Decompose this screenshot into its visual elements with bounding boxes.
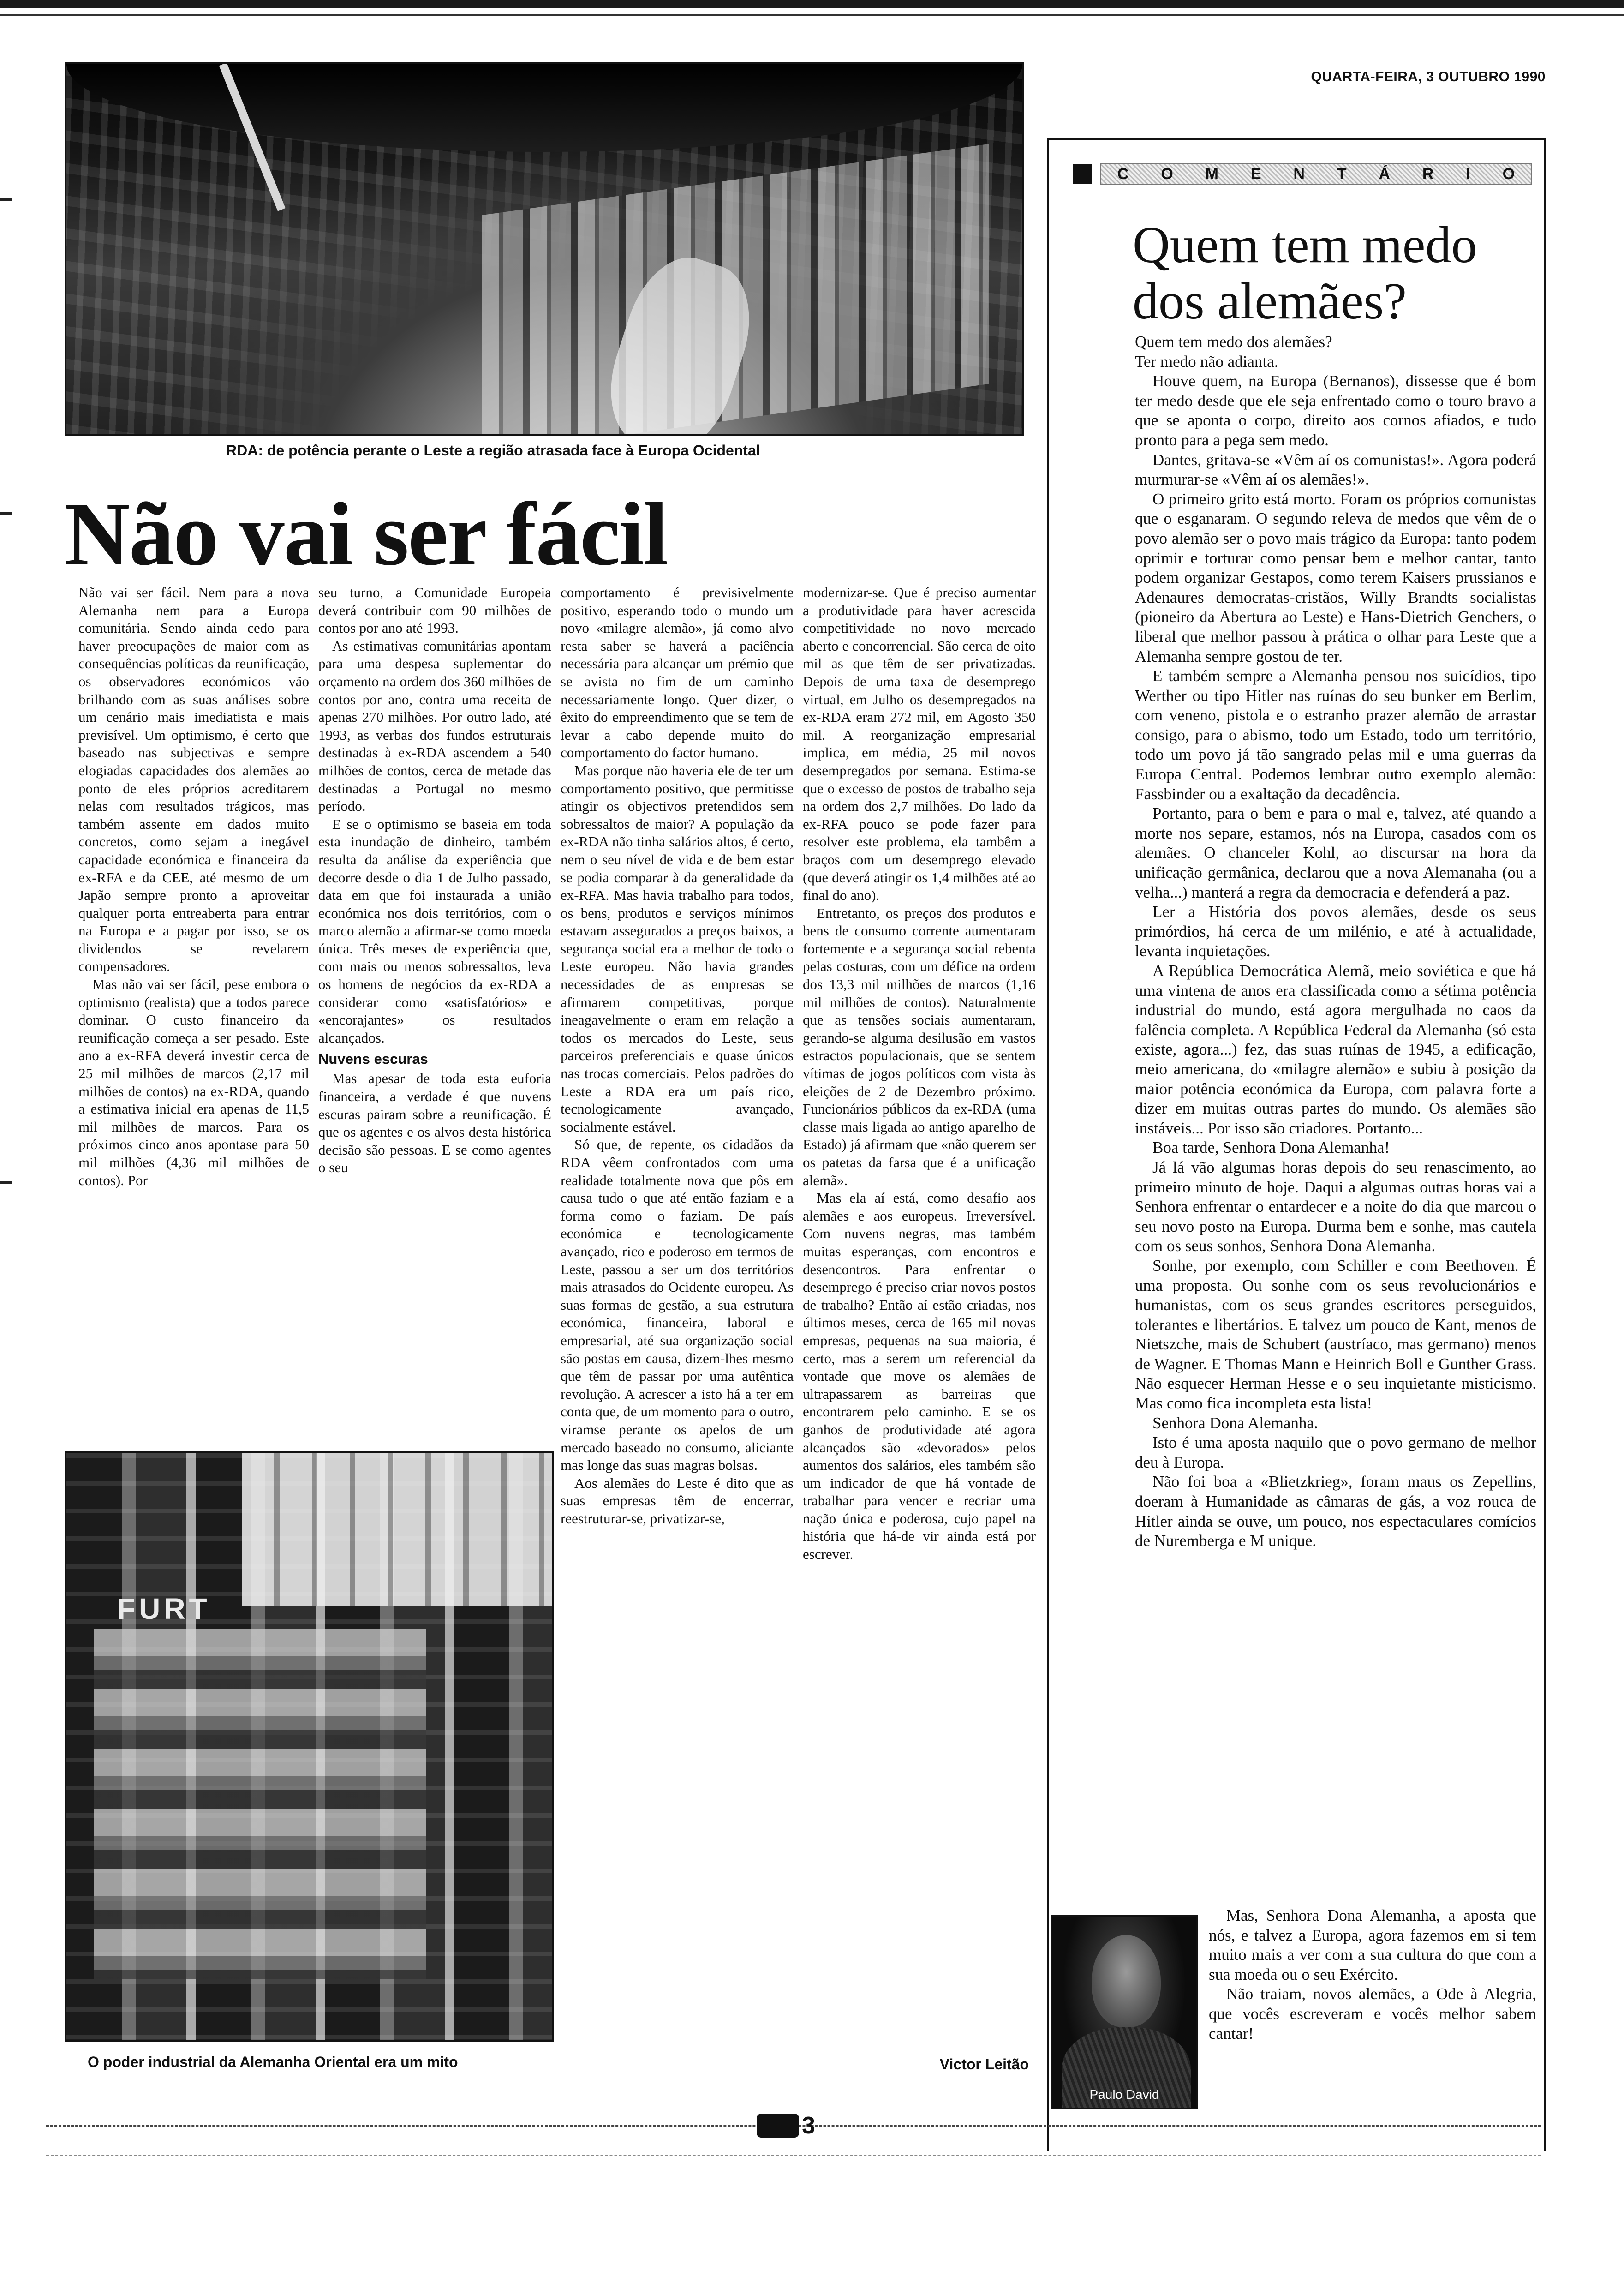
article-paragraph: Mas porque não haveria ele de ter um comportamento positivo, que permitisse atingir os objectivos pretendidos sem sobressaltos de maior? A população da ex-RDA não tinha salários altos, é certo, nem o seu nível de vida e de bem estar se podia comparar à da generalidade da ex-RFA. Mas havia trabalho para todos, os bens, produtos e serviços mínimos estavam assegurados a preços baixos, a segurança social era a melhor de todo o Leste europeu. Não havia grandes necessidades de as empresas se afirmarem competitivas, porque ineagavelmente o eram em relação a todos os mercados do Leste, seus parceiros preferenciais e quase únicos nas trocas comerciais. Pelos padrões do Leste a RDA era um país rico, tecnologicamente avançado, socialmente estável.: [561, 762, 794, 1135]
margin-mark: [0, 512, 12, 515]
article-column-3: [561, 584, 794, 1528]
kicker-band: [1100, 163, 1532, 185]
kicker-letter: N: [1293, 165, 1305, 183]
factory-sign: FURT: [117, 1592, 211, 1625]
kicker-letter: R: [1422, 165, 1434, 183]
kicker-letter: C: [1117, 165, 1129, 183]
commentary-paragraph: Já lá vão algumas horas depois do seu renascimento, ao primeiro minuto de hoje. Daqui a algumas outras horas vai a Senhora enfrentar o entardecer e a noite do dia que marcou o seu novo posto na Europa. Durma bem e sonhe, mas cautela com os seus sonhos, Senhora Dona Alemanha.: [1135, 1158, 1536, 1255]
commentary-title: Quem tem medo dos alemães?: [1133, 216, 1477, 330]
kicker-letter: O: [1161, 165, 1173, 183]
article-paragraph: Entretanto, os preços dos produtos e bens de consumo corrente aumentaram fortemente e a segurança social rebenta pelas costuras, com um défice na ordem dos 13,3 mil milhões de marcos (1,16 mil milhões de contos). Naturalmente que as tensões sociais aumentaram, gerando-se alguma desilusão em vastos estractos populacionais, que se sentem vítimas de jogos políticos com vista às eleições de 2 de Dezembro próximo. Funcionários públicos da ex-RDA (uma classe mais ligada ao antigo aparelho de Estado) já afirmam que «não querem ser os patetas da farsa que é a unificação alemã».: [803, 905, 1036, 1188]
commentary-paragraph: Boa tarde, Senhora Dona Alemanha!: [1152, 1139, 1390, 1157]
kicker-letter: T: [1337, 165, 1347, 183]
article-paragraph: Mas ela aí está, como desafio aos alemães e aos europeus. Irreversível. Com nuvens negras, mas também muitas esperanças, com encontros e desencontros. Para enfrentar o desemprego é preciso criar novos postos de trabalho? Então aí estão criadas, nos últimos meses, cerca de 165 mil novas empresas, pequenas na sua maioria, é certo, mas a serem um referencial da vontade que move os alemães de ultrapassarem as barreiras que encontrarem pelo caminho. E se os ganhos de produtividade até agora alcançados são «devorados» pelos aumentos dos salários, eles também são um indicador de que há vontade de trabalhar para vencer e recriar uma nação única e poderosa, cujo papel na história que há-de vir ainda está por escrever.: [803, 1190, 1036, 1563]
commentary-paragraph: Dantes, gritava-se «Vêm aí os comunistas!». Agora poderá murmurar-se «Vêm aí os alemães!».: [1135, 450, 1536, 489]
commentary-paragraph: Sonhe, por exemplo, com Schiller e com Beethoven. É uma proposta. Ou sonhe com os seus revolucionários e humanistas, com os seus grandes escritores perseguidos, tolerantes e libertários. E talvez um pouco de Kant, menos de Nietszche, mais de Schubert (austríaco, mas germano) menos de Wagner. E Thomas Mann e Heinrich Boll e Gunther Grass. Não esquecer Herman Hesse e o seu inquietante misticismo. Mas como fica incompleta esta lista!: [1135, 1256, 1536, 1413]
footer-rule-thin: [46, 2155, 1541, 2156]
factory-window: [242, 1453, 554, 1606]
article-paragraph: Aos alemães do Leste é dito que as suas empresas têm de encerrar, reestruturar-se, privatizar-se,: [561, 1474, 794, 1527]
top-rule-thin: [0, 14, 1624, 16]
photo-caption: O poder industrial da Alemanha Oriental era um mito: [88, 2054, 458, 2070]
commentary-paragraph: A República Democrática Alemã, meio soviética e que há uma vintena de anos era classificada como a sétima potência industrial do mundo, está agora mergulhada no caos da falência completa. A República Federal da Alemanha (só esta existe, agora...) fez, das suas ruínas de 1945, a edificação, meio americana, do «milagre alemão» e subiu à posição da maior potência económica da Europa, com palavra forte a dizer em muitas outras partes do mundo. Os alemães são instáveis... Por isso são criadores. Portanto...: [1135, 962, 1536, 1137]
commentary-paragraph: Senhora Dona Alemanha.: [1152, 1414, 1318, 1432]
portrait-name: Paulo David: [1089, 2087, 1159, 2102]
article-paragraph: As estimativas comunitárias apontam para uma despesa suplementar do orçamento na ordem dos 360 milhões de contos por ano, contra uma receita de apenas 270 milhões. Por outro lado, até 1993, as verbas dos fundos estruturais destinadas à ex-RDA ascendem a 540 milhões de contos, cerca de metade das destinadas a Portugal no mesmo período.: [318, 637, 551, 815]
commentary-kicker: [1073, 162, 1532, 186]
kicker-letter: M: [1205, 165, 1218, 183]
article-paragraph: comportamento é previsivelmente positivo, esperando todo o mundo um novo «milagre alemão», já como alvo resta saber se haverá a paciência necessária para alcançar um prémio que se avista no fim de um caminho necessariamente longo. Quer dizer, o êxito do empreendimento que se tem de levar a cabo depende muito do comportamento do factor humano.: [561, 584, 794, 761]
photo-sky: [66, 64, 1022, 152]
page-logo-block: [757, 2114, 799, 2138]
commentary-paragraph: O primeiro grito está morto. Foram os próprios comunistas que o esganaram. O segundo releva de medos que vêm de o povo alemão ser o povo mais trágico da Europa: tanto podem oprimir e torturar como pensar bem e melhor cantar, tanto podem organizar Gestapos, como terem Kaisers prussianos e Adenaures democratas-cristãos, Willy Brandts socialistas (pioneiro da Abertura ao Leste) e Hans-Dietrich Genchers, o liberal que melhor passou à prática o olhar para Leste que a Alemanha sempre gostou de ter.: [1135, 490, 1536, 665]
commentary-paragraph: Mas, Senhora Dona Alemanha, a aposta que nós, e talvez a Europa, agora fazemos em si tem muito mais a ver com a sua cultura do que com a sua moeda ou o seu Exército.: [1209, 1906, 1536, 1983]
commentary-paragraph: Houve quem, na Europa (Bernanos), dissesse que é bom ter medo desde que ele seja enfrentado como o touro bravo a que se aponta o corpo, direito aos cornos afiados, e tudo pronto para a pega sem medo.: [1135, 372, 1536, 449]
author-portrait: [1051, 1915, 1198, 2109]
commentary-paragraph: Ler a História dos povos alemães, desde os seus primórdios, há cerca de um milénio, e até à actualidade, levanta inquietações.: [1135, 903, 1536, 960]
kicker-letter: O: [1502, 165, 1515, 183]
article-paragraph: Não vai ser fácil. Nem para a nova Alemanha nem para a Europa comunitária. Sendo ainda cedo para haver preocupações de maior com as consequências políticas da reunificação, os observadores económicos vão brilhando com as suas análises sobre um cenário mais imediatista e mais previsível. Um optimismo, é certo que baseado nas subjectivas e sempre elogiadas capacidades dos alemães ao ponto de eles próprios acreditarem nelas com resultados trágicos, mas também assente em dados muito concretos, como sejam a inegável capacidade económica e financeira da ex-RFA e da CEE, até mesmo de um Japão sempre pronto a aproveitar qualquer porta entreaberta para entrar na Europa e a pagar por isso, se os dividendos se revelarem compensadores.: [78, 584, 309, 975]
article-paragraph: seu turno, a Comunidade Europeia deverá contribuir com 90 milhões de contos por ano até 1993.: [318, 584, 551, 636]
article-column-1: [78, 584, 309, 1189]
commentary-paragraph: Isto é uma aposta naquilo que o povo germano de melhor deu à Europa.: [1135, 1433, 1536, 1471]
article-subheading: Nuvens escuras: [318, 1051, 428, 1067]
commentary-paragraph: Portanto, para o bem e para o mal e, talvez, até quando a morte nos separe, estamos, nós na Europa, casados com os alemães. O chanceler Kohl, ao discursar na hora da unificação germânica, declarou que a nova Alemanaha (ou a velha...) manterá a regra da democracia e defenderá a paz.: [1135, 804, 1536, 901]
commentary-text-end: [1209, 1906, 1536, 2043]
article-paragraph: Mas não vai ser fácil, pese embora o optimismo (realista) que a todos parece dominar. O custo financeiro da reunificação começa a ser pesado. Este ano a ex-RFA deverá investir cerca de 25 mil milhões de marcos (2,17 mil milhões de contos) na ex-RDA, quando a estimativa inicial era apenas de 11,5 mil milhões de marcos. Para os próximos cinco anos apontase para 50 mil milhões (4,36 mil milhões de contos). Por: [78, 976, 309, 1188]
margin-mark: [0, 1181, 12, 1184]
author-byline: Victor Leitão: [939, 2056, 1029, 2073]
page-number-text: 3: [802, 2112, 815, 2139]
article-paragraph: E se o optimismo se baseia em toda esta inundação de dinheiro, também resulta da análise da experiência que decorre desde o dia 1 de Julho passado, data em que foi instaurada a união económica nos dois territórios, com o marco alemão a afirmar-se como moeda única. Três meses de experiência que, com mais ou menos sobressaltos, leva os homens de negócios da ex-RDA a considerar como «satisfatórios» e «encorajantes» os resultados alcançados.: [318, 815, 551, 1046]
article-paragraph: Mas apesar de toda esta euforia financeira, a verdade é que nuvens escuras pairam sobre a reunificação. É que os agentes e os alvos desta histórica decisão são pessoas. E se como agentes o seu: [318, 1070, 551, 1176]
factory-photo: [65, 1451, 554, 2042]
kicker-square-icon: [1073, 164, 1092, 184]
photo-caption: RDA: de potência perante o Leste a região atrasada face à Europa Ocidental: [226, 442, 760, 459]
article-paragraph: Só que, de repente, os cidadãos da RDA vêem confrontados com uma realidade totalmente nova que pôs em causa tudo o que até então faziam e a forma como o faziam. De país económica e tecnologicamente avançado, rico e poderoso em termos de Leste, passou a ser um dos territórios mais atrasados do Ocidente europeu. As suas formas de gestão, a sua estrutura económica, financeira, laboral e empresarial, até sua organização social são postas em causa, dizem-lhes mesmo que têm de passar por uma autêntica revolução. A acrescer a isto há a ter em conta que, de um momento para o outro, viramse perante os apelos de um mercado baseado no consumo, aliciante mas longe das suas magras bolsas.: [561, 1136, 794, 1474]
commentary-paragraph: E também sempre a Alemanha pensou nos suicídios, tipo Werther ou tipo Hitler nas ruínas do seu bunker em Berlim, com veneno, pistola e o estranho prazer alemão de arrastar consigo, para o abismo, todo um Estado, todo um território, todo um povo já tão sangrado pelas mil e uma guerras da Europa Central. Podemos lembrar outro exemplo alemão: Fassbinder ou a exaltação da decadência.: [1135, 667, 1536, 803]
article-column-4: [803, 584, 1036, 1564]
headline: Não vai ser fácil: [65, 484, 668, 584]
top-rule: [0, 0, 1624, 8]
portrait-face: [1092, 1935, 1161, 2027]
commentary-paragraph: Ter medo não adianta.: [1135, 352, 1278, 371]
commentary-paragraph: Não foi boa a «Blietzkrieg», foram maus os Zepellins, doeram à Humanidade as câmaras de gás, a voz rouca de Hitler ainda se ouve, um pouco, nos espectaculares comícios de Nuremberga e M unique.: [1135, 1473, 1536, 1550]
commentary-paragraph: Quem tem medo dos alemães?: [1135, 333, 1332, 351]
commentary-paragraph: Não traiam, novos alemães, a Ode à Alegria, que vocês escreveram e vocês melhor sabem cantar!: [1209, 1985, 1536, 2043]
city-aerial-photo: [65, 62, 1024, 436]
dateline: QUARTA-FEIRA, 3 OUTUBRO 1990: [1311, 69, 1546, 84]
page-number: [757, 2113, 821, 2139]
kicker-letter: E: [1250, 165, 1261, 183]
kicker-letter: Á: [1379, 165, 1391, 183]
margin-mark: [0, 198, 12, 201]
factory-machine: [94, 1629, 426, 1979]
commentary-text: [1135, 332, 1536, 1551]
kicker-letter: I: [1466, 165, 1470, 183]
article-column-2: [318, 584, 551, 1177]
article-paragraph: modernizar-se. Que é preciso aumentar a produtividade para haver acrescida competitividade no novo mercado aberto e concorrencial. São cerca de oito mil as que têm de ser privatizadas. Depois de uma taxa de desemprego virtual, em Julho os desempregados na ex-RDA eram 272 mil, em Agosto 350 mil. A reorganização empresarial implica, em média, 25 mil novos desempregados por semana. Estima-se que o excesso de postos de trabalho seja na ordem dos 2,7 milhões. Do lado da ex-RFA pouco se pode fazer para resolver este problema, ela tambêm a braços com um desemprego elevado (que deverá atingir os 1,4 milhões até ao final do ano).: [803, 584, 1036, 904]
